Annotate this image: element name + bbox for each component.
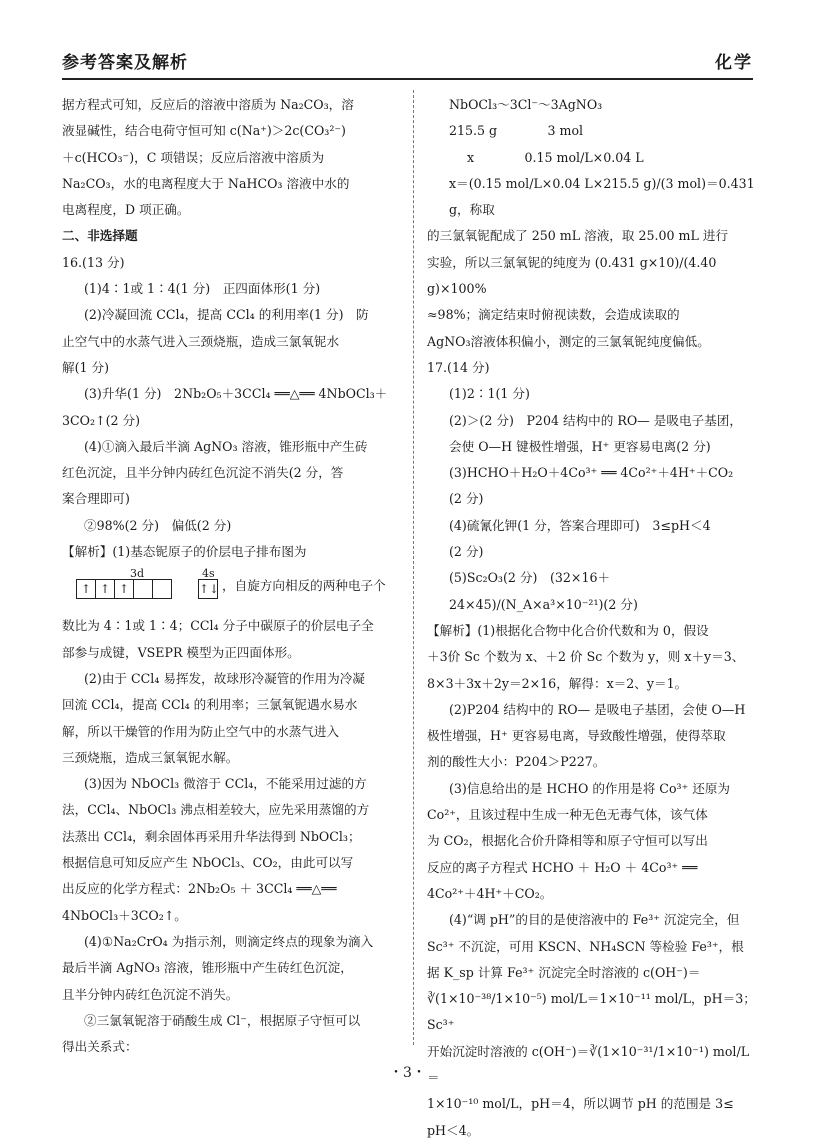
- analysis-line: (3)因为 NbOCl₃ 微溶于 CCl₄，不能采用过滤的方: [84, 776, 367, 792]
- answer-line: (3)HCHO＋H₂O＋4Co³⁺ ══ 4Co²⁺＋4H⁺＋CO₂: [449, 465, 734, 481]
- analysis-line: 剂的酸性大小：P204＞P227。: [427, 754, 606, 770]
- orbital-box: ↑: [76, 579, 96, 599]
- orbital-3d-boxes: [76, 579, 172, 599]
- analysis-line: 【解析】(1)基态铌原子的价层电子排布图为: [62, 544, 307, 560]
- analysis-line: 法蒸出 CCl₄，剩余固体再采用升华法得到 NbOCl₃；: [62, 828, 361, 844]
- left-column: [62, 92, 399, 1060]
- text-line: 据方程式可知，反应后的溶液中溶质为 Na₂CO₃，溶: [62, 97, 354, 112]
- answer-line: 红色沉淀，且半分钟内砖红色沉淀不消失(2 分，答: [62, 465, 344, 481]
- answer-line: 会使 O—H 键极性增强，H⁺ 更容易电离(2 分): [449, 438, 711, 454]
- orbital-box: [153, 579, 172, 599]
- analysis-line: Sc³⁺ 不沉淀，可用 KSCN、NH₄SCN 等检验 Fe³⁺，根: [427, 938, 744, 954]
- relation-line: NbOCl₃～3Cl⁻～3AgNO₃: [449, 97, 603, 112]
- answer-line: (2)＞(2 分) P204 结构中的 RO— 是吸电子基团，: [449, 412, 742, 428]
- analysis-line: 8×3＋3x＋2y＝2×16，解得：x＝2、y＝1。: [427, 675, 688, 691]
- analysis-line: 回流 CCl₄，提高 CCl₄ 的利用率；三氯氧铌遇水易水: [62, 697, 358, 713]
- answer-line: (4)①滴入最后半滴 AgNO₃ 溶液，锥形瓶中产生砖: [84, 438, 368, 454]
- analysis-line: 开始沉淀时溶液的 c(OH⁻)＝∛(1×10⁻³¹/1×10⁻¹) mol/L＝: [427, 1043, 750, 1085]
- question-number: 16.(13 分): [62, 254, 125, 270]
- answer-line: 案合理即可): [62, 491, 130, 507]
- text-line: 电离程度，D 项正确。: [62, 202, 190, 218]
- analysis-line: ∛(1×10⁻³⁸/1×10⁻⁵) mol/L＝1×10⁻¹¹ mol/L，pH＝3；Sc³⁺: [427, 991, 756, 1033]
- relation-line: x 0.15 mol/L×0.04 L: [467, 149, 644, 165]
- relation-line: 215.5 g 3 mol: [449, 123, 584, 139]
- answer-line: (3)升华(1 分) 2Nb₂O₅＋3CCl₄ ══△══ 4NbOCl₃＋: [84, 386, 388, 402]
- orbital-caption: ，自旋方向相反的两种电子个: [222, 578, 386, 594]
- answer-line: 止空气中的水蒸气进入三颈烧瓶，造成三氯氧铌水: [62, 333, 340, 349]
- answer-line: (2 分): [449, 491, 484, 507]
- analysis-line: 据 K_sp 计算 Fe³⁺ 沉淀完全时溶液的 c(OH⁻)＝: [427, 964, 701, 980]
- analysis-line: 4NbOCl₃＋3CO₂↑。: [62, 907, 187, 923]
- analysis-line: (2)P204 结构中的 RO— 是吸电子基团，会使 O—H: [449, 701, 746, 717]
- calc-line: 实验，所以三氯氧铌的纯度为 (0.431 g×10)/(4.40 g)×100%: [427, 254, 721, 297]
- analysis-line: ＋3价 Sc 个数为 x、＋2 价 Sc 个数为 y，则 x＋y＝3、: [427, 649, 745, 665]
- analysis-line: 数比为 4∶1或 1∶4；CCl₄ 分子中碳原子的价层电子全: [62, 618, 374, 634]
- calc-line: 的三氯氧铌配成了 250 mL 溶液，取 25.00 mL 进行: [427, 228, 729, 244]
- analysis-line: pH＜4。: [427, 1122, 480, 1138]
- analysis-line: 为 CO₂，根据化合价升降相等和原子守恒可以写出: [427, 833, 708, 849]
- orbital-diagram: [62, 567, 399, 611]
- analysis-line: 反应的离子方程式 HCHO ＋ H₂O ＋ 4Co³⁺ ══: [427, 859, 698, 875]
- orbital-box: ↑: [96, 579, 115, 599]
- calc-line: ≈98%；滴定结束时俯视读数，会造成读取的: [427, 307, 680, 323]
- answer-line: 解(1 分): [62, 359, 110, 375]
- header-left-title: 参考答案及解析: [62, 53, 188, 73]
- answer-line: 3CO₂↑(2 分): [62, 412, 141, 428]
- answer-line: (1)4∶1或 1∶4(1 分) 正四面体形(1 分): [84, 281, 321, 297]
- orbital-4s-box: ↑↓: [198, 579, 218, 599]
- calc-line: x＝(0.15 mol/L×0.04 L×215.5 g)/(3 mol)＝0.431 g，称取: [449, 175, 759, 218]
- answer-line: (4)硫氰化钾(1 分，答案合理即可) 3≤pH＜4: [449, 517, 711, 533]
- answer-line: ②98%(2 分) 偏低(2 分): [84, 517, 232, 533]
- analysis-line: (3)信息给出的是 HCHO 的作用是将 Co³⁺ 还原为: [449, 780, 731, 796]
- analysis-line: 【解析】(1)根据化合物中化合价代数和为 0，假设: [427, 622, 709, 638]
- section-heading: 二、非选择题: [62, 228, 138, 244]
- analysis-line: 最后半滴 AgNO₃ 溶液，锥形瓶中产生砖红色沉淀，: [62, 960, 353, 976]
- orbital-box: ↑: [115, 579, 134, 599]
- analysis-line: 且半分钟内砖红色沉淀不消失。: [62, 986, 239, 1002]
- text-line: ＋c(HCO₃⁻)，C 项错误；反应后溶液中溶质为: [62, 149, 325, 165]
- question-number: 17.(14 分): [427, 359, 490, 375]
- analysis-line: 4Co²⁺＋4H⁺＋CO₂。: [427, 885, 553, 901]
- analysis-line: 解，所以干燥管的作用为防止空气中的水蒸气进入: [62, 723, 340, 739]
- orbital-box: [134, 579, 153, 599]
- answer-line: (2 分): [449, 544, 484, 560]
- answer-line: (2)冷凝回流 CCl₄，提高 CCl₄ 的利用率(1 分) 防: [84, 307, 369, 323]
- analysis-line: 法，CCl₄、NbOCl₃ 沸点相差较大，应先采用蒸馏的方: [62, 802, 370, 818]
- calc-line: AgNO₃溶液体积偏小，测定的三氯氧铌纯度偏低。: [427, 333, 710, 349]
- column-divider: [413, 90, 414, 1045]
- analysis-line: 出反应的化学方程式：2Nb₂O₅ ＋ 3CCl₄ ══△══: [62, 881, 337, 897]
- orbital-label-3d: 3d: [130, 567, 145, 581]
- text-line: 液显碱性，结合电荷守恒可知 c(Na⁺)＞2c(CO₃²⁻): [62, 123, 346, 139]
- answer-line: (5)Sc₂O₃(2 分) (32×16＋24×45)/(N_A×a³×10⁻²¹)(2 分): [449, 570, 638, 612]
- orbital-label-4s: 4s: [202, 567, 215, 581]
- text-line: Na₂CO₃，水的电离程度大于 NaHCO₃ 溶液中水的: [62, 175, 350, 191]
- analysis-line: Co²⁺，且该过程中生成一种无色无毒气体，该气体: [427, 807, 708, 823]
- analysis-line: (4)“调 pH”的目的是使溶液中的 Fe³⁺ 沉淀完全，但: [449, 912, 740, 928]
- analysis-line: 1×10⁻¹⁰ mol/L，pH＝4，所以调节 pH 的范围是 3≤: [427, 1096, 734, 1112]
- analysis-line: 部参与成键，VSEPR 模型为正四面体形。: [62, 644, 300, 660]
- analysis-line: (2)由于 CCl₄ 易挥发，故球形冷凝管的作用为冷凝: [84, 670, 365, 686]
- header-subject: 化学: [715, 53, 753, 73]
- header-rule: [62, 78, 753, 80]
- answer-line: (1)2∶1(1 分): [449, 386, 530, 402]
- page-number: ・3・: [389, 1065, 426, 1081]
- analysis-line: ②三氯氧铌溶于硝酸生成 Cl⁻，根据原子守恒可以: [84, 1012, 361, 1028]
- right-column: [427, 92, 757, 1144]
- analysis-line: 根据信息可知反应产生 NbOCl₃、CO₂，由此可以写: [62, 855, 354, 871]
- analysis-line: 三颈烧瓶，造成三氯氧铌水解。: [62, 749, 239, 765]
- analysis-line: 极性增强，H⁺ 更容易电离，导致酸性增强，使得萃取: [427, 728, 726, 744]
- analysis-line: 得出关系式：: [62, 1039, 138, 1055]
- analysis-line: (4)①Na₂CrO₄ 为指示剂，则滴定终点的现象为滴入: [84, 933, 374, 949]
